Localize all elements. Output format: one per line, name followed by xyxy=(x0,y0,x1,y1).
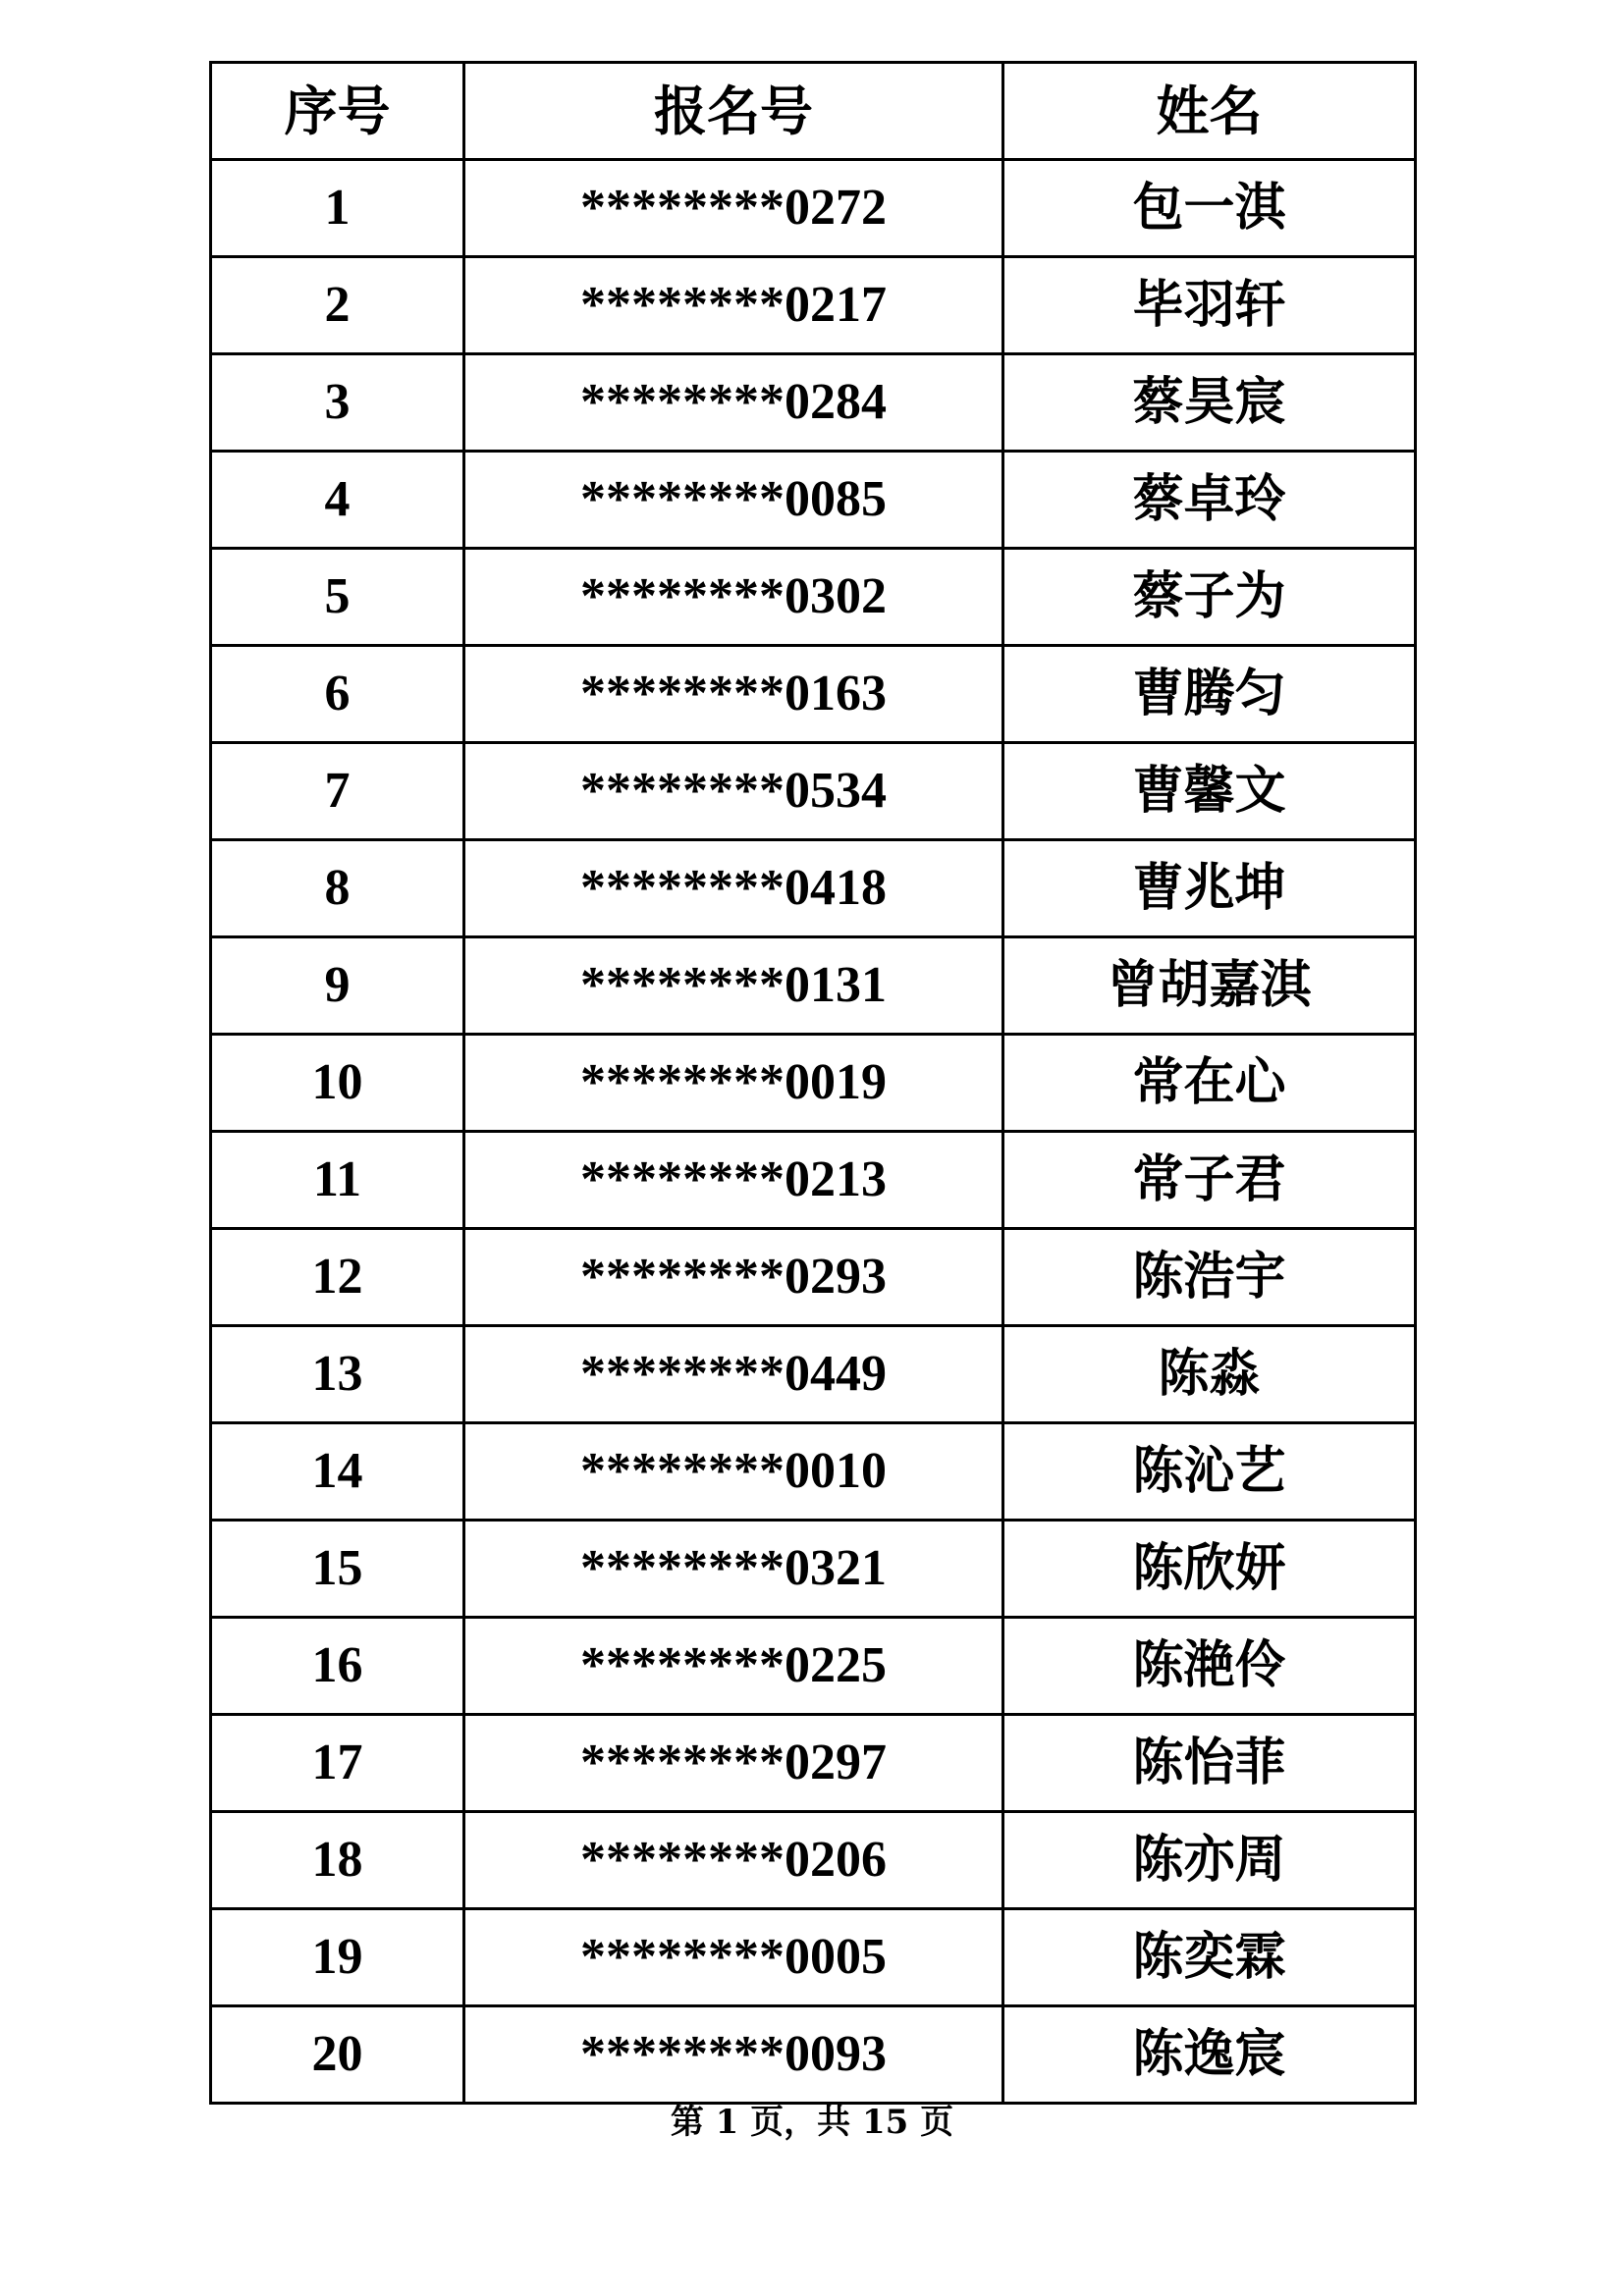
table-row xyxy=(211,257,1416,354)
cell-name: 陈淼 xyxy=(1003,1326,1416,1423)
roster-table xyxy=(209,61,1417,2105)
cell-reg-no: ********0019 xyxy=(464,1035,1003,1132)
cell-reg-no: ********0272 xyxy=(464,160,1003,257)
cell-seq: 3 xyxy=(211,354,464,452)
table-header-row xyxy=(211,63,1416,160)
cell-name: 陈逸宸 xyxy=(1003,2006,1416,2104)
cell-seq: 6 xyxy=(211,646,464,743)
cell-name: 陈浩宇 xyxy=(1003,1229,1416,1326)
cell-seq: 15 xyxy=(211,1521,464,1618)
table-row xyxy=(211,549,1416,646)
table-row xyxy=(211,743,1416,840)
cell-seq: 4 xyxy=(211,452,464,549)
cell-reg-no: ********0085 xyxy=(464,452,1003,549)
table-row xyxy=(211,840,1416,937)
cell-seq: 18 xyxy=(211,1812,464,1909)
cell-name: 陈奕霖 xyxy=(1003,1909,1416,2006)
table-row xyxy=(211,452,1416,549)
cell-reg-no: ********0449 xyxy=(464,1326,1003,1423)
cell-seq: 12 xyxy=(211,1229,464,1326)
table-row xyxy=(211,1521,1416,1618)
cell-seq: 8 xyxy=(211,840,464,937)
cell-name: 曾胡嘉淇 xyxy=(1003,937,1416,1035)
cell-name: 曹兆坤 xyxy=(1003,840,1416,937)
cell-reg-no: ********0010 xyxy=(464,1423,1003,1521)
cell-seq: 10 xyxy=(211,1035,464,1132)
cell-seq: 13 xyxy=(211,1326,464,1423)
table-row xyxy=(211,937,1416,1035)
cell-name: 陈亦周 xyxy=(1003,1812,1416,1909)
table-row xyxy=(211,1715,1416,1812)
table-row xyxy=(211,1618,1416,1715)
cell-seq: 19 xyxy=(211,1909,464,2006)
cell-reg-no: ********0302 xyxy=(464,549,1003,646)
cell-name: 陈怡菲 xyxy=(1003,1715,1416,1812)
cell-name: 陈欣妍 xyxy=(1003,1521,1416,1618)
cell-name: 毕羽轩 xyxy=(1003,257,1416,354)
table-row xyxy=(211,1812,1416,1909)
cell-seq: 9 xyxy=(211,937,464,1035)
table-row xyxy=(211,1909,1416,2006)
cell-name: 常子君 xyxy=(1003,1132,1416,1229)
cell-name: 陈沁艺 xyxy=(1003,1423,1416,1521)
cell-seq: 2 xyxy=(211,257,464,354)
cell-reg-no: ********0163 xyxy=(464,646,1003,743)
cell-reg-no: ********0534 xyxy=(464,743,1003,840)
cell-reg-no: ********0206 xyxy=(464,1812,1003,1909)
page-footer: 第 1 页，共 15 页 xyxy=(670,2103,954,2142)
header-seq: 序号 xyxy=(211,63,464,160)
cell-seq: 1 xyxy=(211,160,464,257)
cell-seq: 20 xyxy=(211,2006,464,2104)
cell-reg-no: ********0418 xyxy=(464,840,1003,937)
cell-seq: 5 xyxy=(211,549,464,646)
cell-reg-no: ********0093 xyxy=(464,2006,1003,2104)
cell-reg-no: ********0213 xyxy=(464,1132,1003,1229)
header-name: 姓名 xyxy=(1003,63,1416,160)
cell-name: 曹馨文 xyxy=(1003,743,1416,840)
cell-reg-no: ********0131 xyxy=(464,937,1003,1035)
cell-name: 曹腾匀 xyxy=(1003,646,1416,743)
cell-name: 蔡卓玲 xyxy=(1003,452,1416,549)
header-reg-no: 报名号 xyxy=(464,63,1003,160)
cell-name: 陈滟伶 xyxy=(1003,1618,1416,1715)
cell-seq: 11 xyxy=(211,1132,464,1229)
cell-seq: 7 xyxy=(211,743,464,840)
cell-reg-no: ********0284 xyxy=(464,354,1003,452)
cell-reg-no: ********0005 xyxy=(464,1909,1003,2006)
table-row xyxy=(211,1423,1416,1521)
cell-reg-no: ********0217 xyxy=(464,257,1003,354)
table-row xyxy=(211,1132,1416,1229)
cell-name: 蔡子为 xyxy=(1003,549,1416,646)
cell-seq: 14 xyxy=(211,1423,464,1521)
cell-reg-no: ********0321 xyxy=(464,1521,1003,1618)
cell-reg-no: ********0297 xyxy=(464,1715,1003,1812)
table-row xyxy=(211,1326,1416,1423)
table-row xyxy=(211,2006,1416,2104)
cell-seq: 16 xyxy=(211,1618,464,1715)
cell-name: 包一淇 xyxy=(1003,160,1416,257)
cell-name: 常在心 xyxy=(1003,1035,1416,1132)
cell-reg-no: ********0293 xyxy=(464,1229,1003,1326)
table-row xyxy=(211,1229,1416,1326)
table-body xyxy=(211,160,1416,2104)
table-row xyxy=(211,1035,1416,1132)
cell-name: 蔡昊宸 xyxy=(1003,354,1416,452)
cell-seq: 17 xyxy=(211,1715,464,1812)
table-row xyxy=(211,646,1416,743)
cell-reg-no: ********0225 xyxy=(464,1618,1003,1715)
table-row xyxy=(211,160,1416,257)
table-row xyxy=(211,354,1416,452)
